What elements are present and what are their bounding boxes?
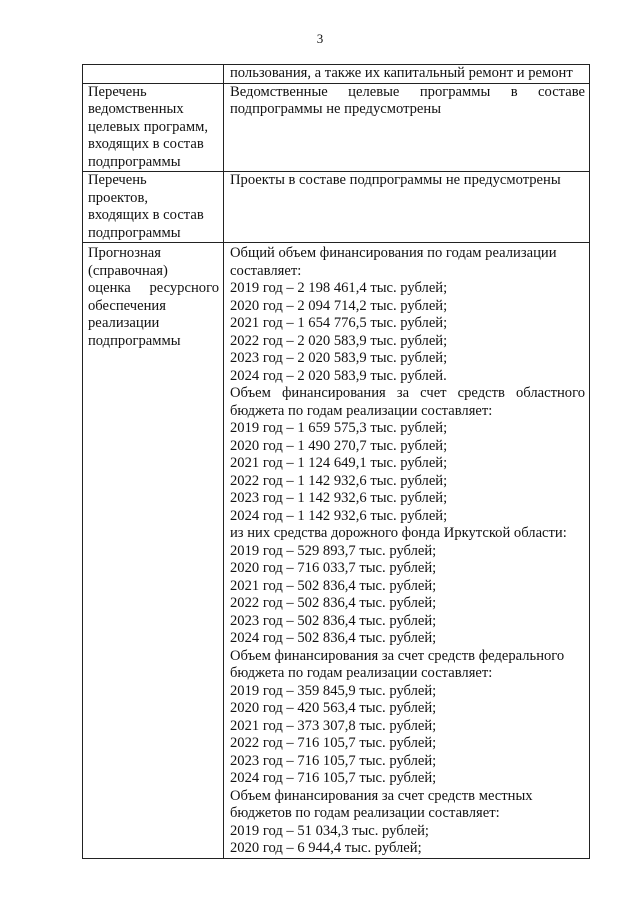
text-line: 2022 год – 716 105,7 тыс. рублей; (230, 735, 437, 751)
text-line: составляет: (230, 262, 302, 279)
text-line: 2024 год – 502 836,4 тыс. рублей; (230, 630, 437, 646)
text-line: из них средства дорожного фонда Иркутской области: (230, 525, 567, 541)
text-line: 2021 год – 373 307,8 тыс. рублей; (230, 717, 437, 734)
text-line: 2024 год – 716 105,7 тыс. рублей; (230, 770, 437, 786)
text-line: 2024 год – 1 142 932,6 тыс. рублей; (230, 507, 448, 524)
text-line: бюджетов по годам реализации составляет: (230, 805, 500, 821)
text-line: Объем финансирования за счет средств местных (230, 787, 533, 804)
text-line: проектов, (88, 189, 148, 206)
text-line: Перечень (88, 172, 147, 188)
text-line: 2020 год – 1 490 270,7 тыс. рублей; (230, 437, 448, 454)
table-row (83, 243, 590, 859)
text-line: 2023 год – 502 836,4 тыс. рублей; (230, 612, 437, 629)
text-line: подпрограммы не предусмотрены (230, 101, 442, 117)
row-label (83, 65, 224, 84)
text-line: (справочная) (88, 262, 168, 279)
row-label (83, 243, 224, 859)
text-line: оценка ресурсного (88, 280, 219, 296)
table-row (83, 83, 590, 172)
row-label (83, 172, 224, 243)
text-line: 2019 год – 1 659 575,3 тыс. рублей; (230, 420, 448, 436)
text-line: обеспечения (88, 297, 166, 314)
text-line: Объем финансирования за счет средств областного (230, 385, 585, 401)
text-line: Ведомственные целевые программы в составе (230, 83, 585, 100)
text-line: подпрограммы (88, 153, 181, 170)
text-line: 2020 год – 6 944,4 тыс. рублей; (230, 840, 422, 856)
text-line: 2023 год – 716 105,7 тыс. рублей; (230, 752, 437, 769)
text-line: бюджета по годам реализации составляет: (230, 402, 493, 419)
text-line: целевых программ, (88, 118, 208, 135)
text-line: 2021 год – 1 654 776,5 тыс. рублей; (230, 315, 448, 331)
text-line: 2022 год – 502 836,4 тыс. рублей; (230, 595, 437, 611)
text-line: 2019 год – 529 893,7 тыс. рублей; (230, 542, 437, 559)
row-value (224, 83, 590, 172)
text-line: подпрограммы (88, 332, 181, 349)
text-line: 2021 год – 502 836,4 тыс. рублей; (230, 577, 437, 594)
text-line: входящих в состав (88, 207, 204, 223)
text-line: ведомственных (88, 101, 184, 117)
text-line: Прогнозная (88, 245, 161, 261)
text-line: 2019 год – 359 845,9 тыс. рублей; (230, 682, 437, 699)
text-line: 2022 год – 2 020 583,9 тыс. рублей; (230, 332, 448, 349)
row-value (224, 243, 590, 859)
text-line: Объем финансирования за счет средств федерального (230, 647, 565, 664)
text-line: 2023 год – 2 020 583,9 тыс. рублей; (230, 350, 448, 366)
text-line: 2020 год – 420 563,4 тыс. рублей; (230, 700, 437, 716)
table-row (83, 65, 590, 84)
text-line: Перечень (88, 83, 147, 100)
text-line: Проекты в составе подпрограммы не предусмотрены (230, 172, 561, 188)
text-line: 2023 год – 1 142 932,6 тыс. рублей; (230, 490, 448, 506)
text-line: входящих в состав (88, 136, 204, 152)
text-line: 2022 год – 1 142 932,6 тыс. рублей; (230, 472, 448, 489)
row-value (224, 65, 590, 84)
page-number: 3 (316, 31, 324, 46)
text-line: бюджета по годам реализации составляет: (230, 665, 493, 681)
table-row (83, 172, 590, 243)
text-line: 2020 год – 716 033,7 тыс. рублей; (230, 560, 437, 576)
text-line: пользования, а также их капитальный ремонт и ремонт (230, 65, 573, 81)
text-line: 2021 год – 1 124 649,1 тыс. рублей; (230, 455, 448, 471)
text-line: 2019 год – 2 198 461,4 тыс. рублей; (230, 280, 448, 296)
subprogram-passport-table (82, 64, 590, 859)
row-value (224, 172, 590, 243)
text-line: 2019 год – 51 034,3 тыс. рублей; (230, 822, 429, 839)
text-line: Общий объем финансирования по годам реализации (230, 245, 557, 261)
text-line: 2020 год – 2 094 714,2 тыс. рублей; (230, 297, 448, 314)
text-line: 2024 год – 2 020 583,9 тыс. рублей. (230, 367, 447, 384)
text-line: реализации (88, 315, 160, 331)
row-label (83, 83, 224, 172)
text-line: подпрограммы (88, 224, 181, 241)
